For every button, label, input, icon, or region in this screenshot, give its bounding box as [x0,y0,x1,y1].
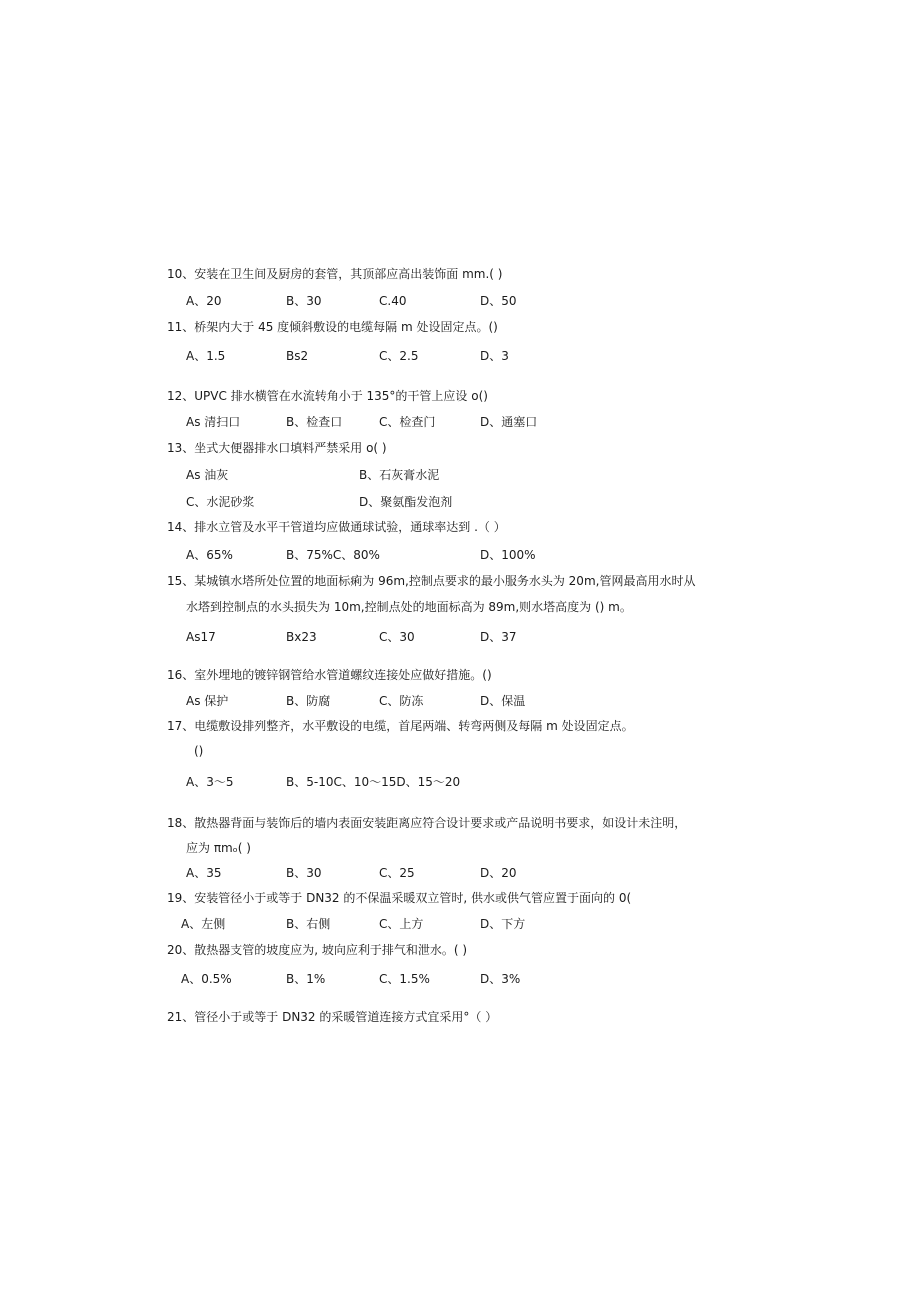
question-11-option-a: A、1.5 [186,349,226,363]
question-18-option-d: D、20 [480,866,517,880]
question-10-option-b: B、30 [286,294,322,308]
question-15-stem: 15、某城镇水塔所处位置的地面标痢为 96m,控制点要求的最小服务水头为 20m,管网最高用水时从 [167,574,696,588]
question-16-option-d: D、保温 [480,694,526,708]
question-15-option-d: D、37 [480,630,517,644]
question-18-option-a: A、35 [186,866,222,880]
question-14-option-d: D、100% [480,548,536,562]
question-15-option-c: C、30 [379,630,415,644]
question-18-option-b: B、30 [286,866,322,880]
question-15-stem-continued: 水塔到控制点的水头损失为 10m,控制点处的地面标高为 89m,则水塔高度为 () m。 [186,600,632,614]
question-14-option-a: A、65% [186,548,233,562]
question-15-option-b: Bx23 [286,630,317,644]
question-12-stem: 12、UPVC 排水横管在水流转角小于 135°的干管上应设 o() [167,389,488,403]
question-12-option-d: D、通塞口 [480,415,538,429]
question-20-option-b: B、1% [286,972,326,986]
question-18-stem: 18、散热器背面与装饰后的墙内表面安装距离应符合设计要求或产品说明书要求，如设计未注明， [167,816,687,830]
question-10-option-d: D、50 [480,294,517,308]
question-19-option-d: D、下方 [480,917,526,931]
question-20-option-d: D、3% [480,972,521,986]
question-16-option-a: As 保护 [186,694,229,708]
question-13-option-c: C、水泥砂浆 [186,495,255,509]
question-11-option-b: Bs2 [286,349,309,363]
question-17-option-a: A、3～5 [186,775,234,789]
question-13-stem: 13、坐式大便器排水口填料严禁采用 o( ) [167,441,387,455]
question-11-stem: 11、桥架内大于 45 度倾斜敷设的电缆每隔 m 处设固定点。() [167,320,498,334]
question-14-stem: 14、排水立管及水平干管道均应做通球试验，通球率达到 .（ ） [167,520,506,534]
question-18-option-c: C、25 [379,866,415,880]
question-16-option-c: C、防冻 [379,694,424,708]
question-10-option-c: C.40 [379,294,407,308]
question-19-stem: 19、安装管径小于或等于 DN32 的不保温采暖双立管时, 供水或供气管应置于面向的 0( [167,891,632,905]
question-16-option-b: B、防腐 [286,694,331,708]
question-20-stem: 20、散热器支管的坡度应为, 坡向应利于排气和泄水。( ) [167,943,468,957]
question-17-option-bcd: B、5-10C、10～15D、15～20 [286,775,461,789]
question-21-stem: 21、管径小于或等于 DN32 的采暖管道连接方式宜采用°（ ） [167,1010,498,1024]
question-17-stem: 17、电缆敷设排列整齐，水平敷设的电缆，首尾两端、转弯两侧及每隔 m 处设固定点。 [167,719,634,733]
question-13-option-b: B、石灰膏水泥 [359,468,440,482]
question-14-option-bc: B、75%C、80% [286,548,380,562]
question-11-option-c: C、2.5 [379,349,419,363]
question-18-stem-continued: 应为 πmₒ( ) [186,841,251,855]
question-15-option-a: As17 [186,630,216,644]
question-19-option-a: A、左侧 [181,917,226,931]
question-10-stem: 10、安装在卫生间及厨房的套管，其顶部应高出装饰面 mm.( ) [167,267,503,281]
question-19-option-c: C、上方 [379,917,424,931]
question-20-option-c: C、1.5% [379,972,430,986]
question-16-stem: 16、室外埋地的镀锌钢管给水管道螺纹连接处应做好措施。() [167,668,492,682]
question-17-answer-blank: () [194,744,204,758]
question-12-option-c: C、检查门 [379,415,436,429]
question-20-option-a: A、0.5% [181,972,232,986]
question-13-option-d: D、聚氨酯发泡剂 [359,495,453,509]
question-13-option-a: As 油灰 [186,468,229,482]
question-10-option-a: A、20 [186,294,222,308]
question-19-option-b: B、右侧 [286,917,331,931]
question-12-option-b: B、检查口 [286,415,343,429]
question-11-option-d: D、3 [480,349,509,363]
question-12-option-a: As 清扫口 [186,415,241,429]
